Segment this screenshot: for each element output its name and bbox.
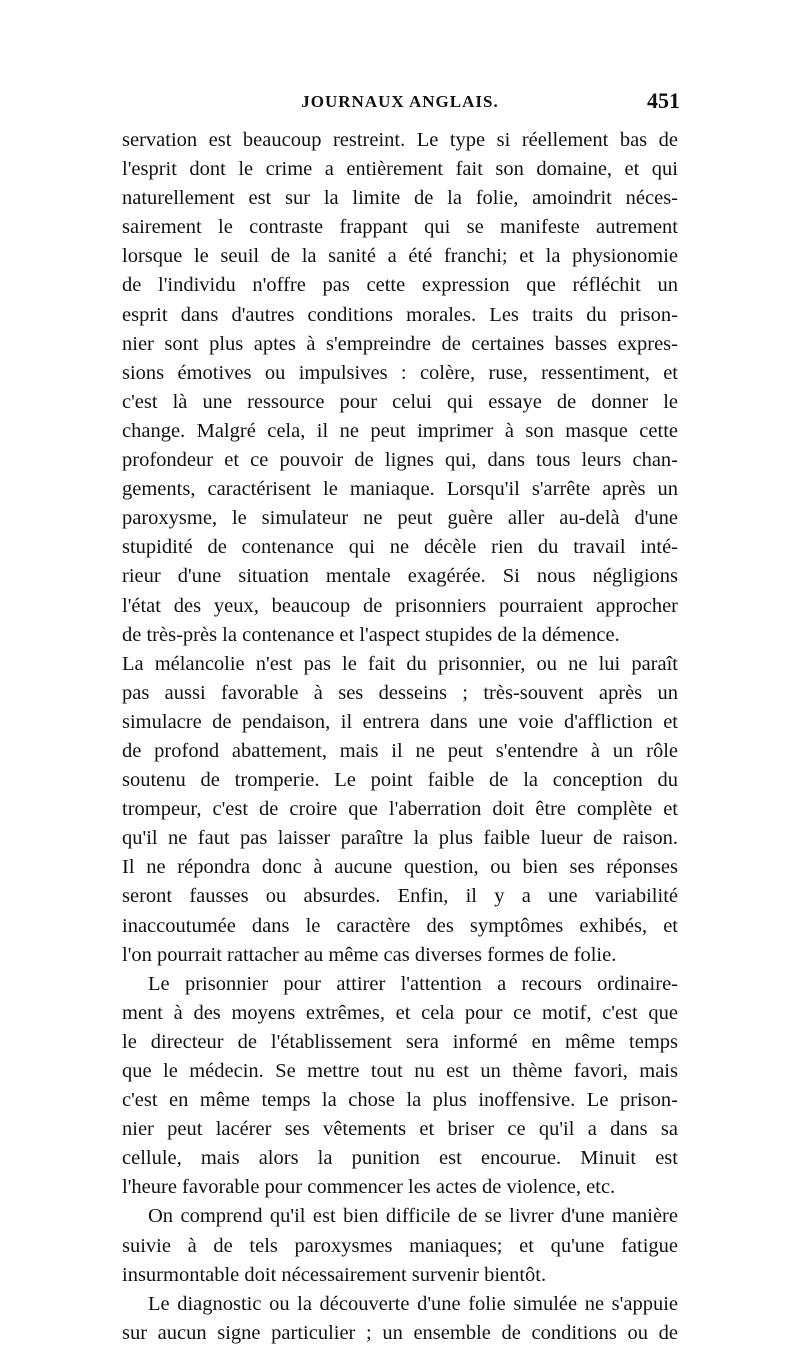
text-line: profondeur et ce pouvoir de lignes qui, dans tous leurs chan- <box>122 449 678 472</box>
text-line: suivie à de tels paroxysmes maniaques; et qu'une fatigue <box>122 1234 678 1257</box>
text-line: soutenu de tromperie. Le point faible de la conception du <box>122 769 678 792</box>
text-line: nier sont plus aptes à s'empreindre de certaines basses expres- <box>122 332 678 355</box>
text-line: simulacre de pendaison, il entrera dans une voie d'affliction et <box>122 710 678 733</box>
text-line: esprit dans d'autres conditions morales. Les traits du prison- <box>122 303 678 326</box>
text-line: paroxysme, le simulateur ne peut guère aller au-delà d'une <box>122 507 678 530</box>
text-line: La mélancolie n'est pas le fait du prisonnier, ou ne lui paraît <box>122 652 678 675</box>
text-line: c'est en même temps la chose la plus inoffensive. Le prison- <box>122 1089 678 1112</box>
running-title: JOURNAUX ANGLAIS. <box>301 92 499 111</box>
text-line: lorsque le seuil de la sanité a été franchi; et la physionomie <box>122 245 678 268</box>
text-line: de profond abattement, mais il ne peut s'entendre à un rôle <box>122 739 678 762</box>
text-line: On comprend qu'il est bien difficile de se livrer d'une manière <box>148 1205 678 1228</box>
text-line: l'esprit dont le crime a entièrement fait son domaine, et qui <box>122 158 678 181</box>
text-line: gements, caractérisent le maniaque. Lorsqu'il s'arrête après un <box>122 478 678 501</box>
text-line: rieur d'une situation mentale exagérée. Si nous négligions <box>122 565 678 588</box>
text-line: servation est beaucoup restreint. Le type si réellement bas de <box>122 129 678 151</box>
text-line: stupidité de contenance qui ne décèle rien du travail inté- <box>122 536 678 559</box>
text-line: ment à des moyens extrêmes, et cela pour ce motif, c'est que <box>122 1001 678 1024</box>
text-line: l'heure favorable pour commencer les actes de violence, etc. <box>122 1176 616 1199</box>
text-line: c'est là une ressource pour celui qui essaye de donner le <box>122 390 678 413</box>
text-line: sions émotives ou impulsives : colère, ruse, ressentiment, et <box>122 361 678 384</box>
text-line: de l'individu n'offre pas cette expression que réfléchit un <box>122 274 678 297</box>
page-number: 451 <box>647 88 680 113</box>
text-line: nier peut lacérer ses vêtements et briser ce qu'il a dans sa <box>122 1118 678 1141</box>
text-line: de très-près la contenance et l'aspect stupides de la démence. <box>122 623 620 646</box>
text-line: que le médecin. Se mettre tout nu est un thème favori, mais <box>122 1060 678 1082</box>
body-text <box>122 126 678 1348</box>
text-line: Le prisonnier pour attirer l'attention a recours ordinaire- <box>148 972 678 995</box>
page-header <box>120 88 680 122</box>
text-line: l'on pourrait rattacher au même cas diverses formes de folie. <box>122 943 617 966</box>
text-line: l'état des yeux, beaucoup de prisonniers pourraient approcher <box>122 594 678 617</box>
text-line: insurmontable doit nécessairement survenir bientôt. <box>122 1263 547 1286</box>
text-line: change. Malgré cela, il ne peut imprimer à son masque cette <box>122 419 678 442</box>
text-line: inaccoutumée dans le caractère des symptômes exhibés, et <box>122 914 678 937</box>
text-line: seront fausses ou absurdes. Enfin, il y a une variabilité <box>122 885 678 908</box>
text-line: cellule, mais alors la punition est encourue. Minuit est <box>122 1147 678 1170</box>
text-line: pas aussi favorable à ses desseins ; très-souvent après un <box>122 681 678 704</box>
text-line: Le diagnostic ou la découverte d'une folie simulée ne s'appuie <box>148 1292 678 1315</box>
text-line: Il ne répondra donc à aucune question, ou bien ses réponses <box>122 856 678 879</box>
text-line: le directeur de l'établissement sera informé en même temps <box>122 1030 678 1053</box>
text-line: qu'il ne faut pas laisser paraître la plus faible lueur de raison. <box>122 827 678 850</box>
text-line: naturellement est sur la limite de la folie, amoindrit néces- <box>122 187 678 210</box>
text-line: sairement le contraste frappant qui se manifeste autrement <box>122 216 678 239</box>
text-line: trompeur, c'est de croire que l'aberration doit être complète et <box>122 798 678 821</box>
text-line: sur aucun signe particulier ; un ensemble de conditions ou de <box>122 1321 678 1344</box>
